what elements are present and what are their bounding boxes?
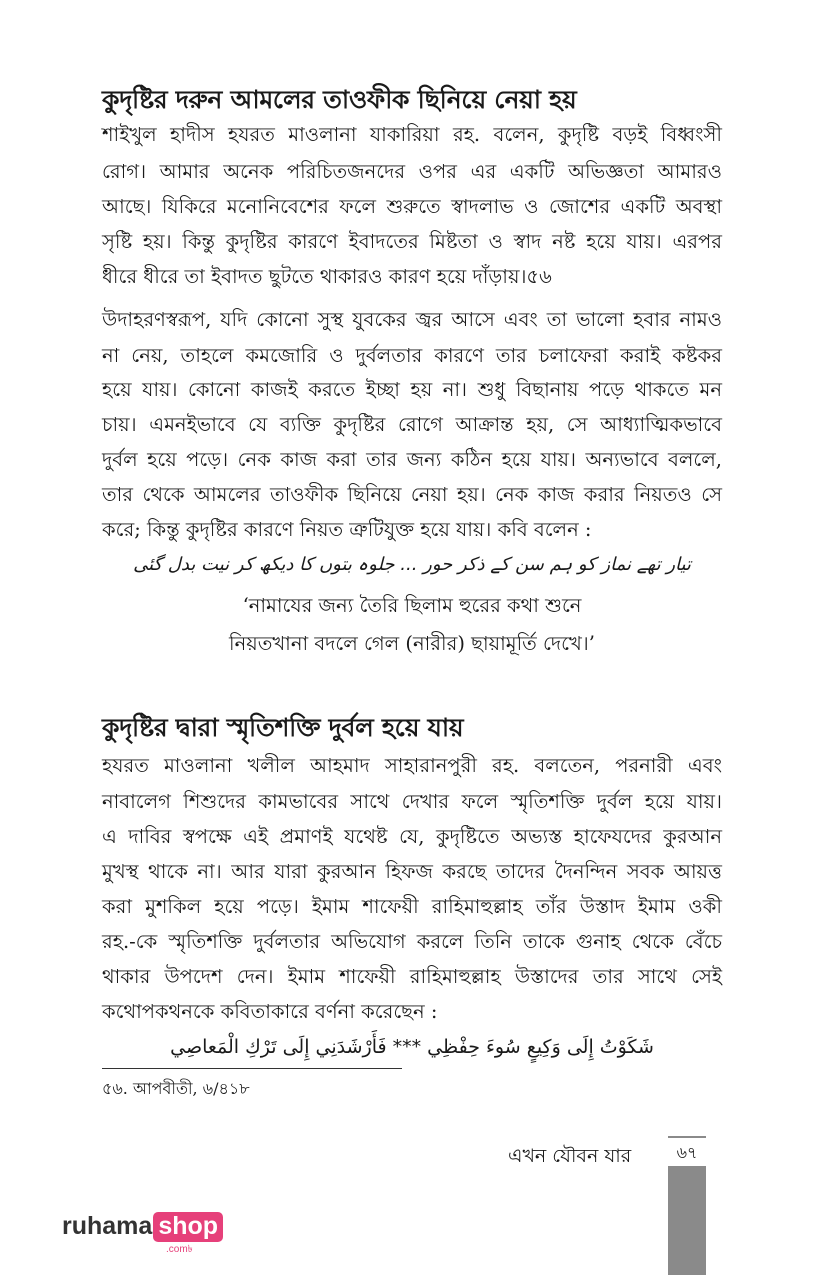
logo-text: ruhama (62, 1212, 153, 1240)
verse-translation-line: ‘নামাযের জন্য তৈরি ছিলাম হুরের কথা শুনে (242, 594, 582, 617)
paragraph-line: আছে। যিকিরে মনোনিবেশের ফলে শুরুতে স্বাদলাভ ও জোশের একটি অবস্থা (102, 195, 722, 218)
footnote: ৫৬. আপবীতী, ৬/৪১৮ (102, 1079, 250, 1098)
paragraph-line: থাকার উপদেশ দেন। ইমাম শাফেয়ী রাহিমাহুল্লাহ উস্তাদের তার সাথে সেই (102, 965, 722, 988)
paragraph-line: চায়। এমনইভাবে যে ব্যক্তি কুদৃষ্টির রোগে আক্রান্ত হয়, সে আধ্যাত্মিকভাবে (102, 413, 722, 436)
paragraph-line: রহ.-কে স্মৃতিশক্তি দুর্বলতার অভিযোগ করলে তিনি তাকে গুনাহ থেকে বেঁচে (102, 930, 722, 953)
paragraph-line: সৃষ্টি হয়। কিন্তু কুদৃষ্টির কারণে ইবাদতের মিষ্টতা ও স্বাদ নষ্ট হয়ে যায়। এরপর (102, 230, 722, 253)
page-number: ৬৭ (668, 1136, 706, 1166)
paragraph-line: ধীরে ধীরে তা ইবাদত ছুটতে থাকারও কারণ হয়ে দাঁড়ায়।৫৬ (102, 265, 552, 288)
verse-translation-line: নিয়তখানা বদলে গেল (নারীর) ছায়ামূর্তি দেখে।’ (229, 632, 595, 655)
logo-badge: shop (153, 1212, 223, 1242)
paragraph-line: শাইখুল হাদীস হযরত মাওলানা যাকারিয়া রহ. বলেন, কুদৃষ্টি বড়ই বিধ্বংসী (102, 123, 722, 146)
paragraph-line: তার থেকে আমলের তাওফীক ছিনিয়ে নেয়া হয়। নেক কাজ করার নিয়তও সে (102, 483, 722, 506)
paragraph-line: মুখস্থ থাকে না। আর যারা কুরআন হিফজ করছে তাদের দৈনন্দিন সবক আয়ত্ত (102, 860, 722, 883)
section-heading: কুদৃষ্টির দরুন আমলের তাওফীক ছিনিয়ে নেয়া হয় (102, 85, 577, 114)
paragraph-line: নাবালেগ শিশুদের কামভাবের সাথে দেখার ফলে স্মৃতিশক্তি দুর্বল হয়ে যায়। (102, 790, 722, 813)
paragraph-line: হয়ে যায়। কোনো কাজই করতে ইচ্ছা হয় না। শুধু বিছানায় পড়ে থাকতে মন (102, 378, 722, 401)
paragraph-line: উদাহরণস্বরূপ, যদি কোনো সুস্থ যুবকের জ্বর আসে এবং তা ভালো হবার নামও (102, 308, 722, 331)
paragraph-line: এ দাবির স্বপক্ষে এই প্রমাণই যথেষ্ট যে, কুদৃষ্টিতে অভ্যস্ত হাফেযদের কুরআন (102, 825, 722, 848)
paragraph-line: কথোপকথনকে কবিতাকারে বর্ণনা করেছেন : (102, 1000, 438, 1023)
arabic-verse: شَكَوْتُ إِلَى وَكِيعٍ سُوءَ حِفْظِي *** فَأَرْشَدَنِي إِلَى تَرْكِ الْمَعاصِي (170, 1036, 654, 1058)
paragraph-line: দুর্বল হয়ে পড়ে। নেক কাজ করা তার জন্য কঠিন হয়ে যায়। অন্যভাবে বললে, (102, 448, 722, 471)
paragraph-line: হযরত মাওলানা খলীল আহমাদ সাহারানপুরী রহ. বলতেন, পরনারী এবং (102, 754, 722, 777)
running-title: এখন যৌবন যার (508, 1145, 632, 1167)
footnote-divider (102, 1068, 402, 1069)
logo-domain: .com৳ (166, 1244, 193, 1255)
section-heading: কুদৃষ্টির দ্বারা স্মৃতিশক্তি দুর্বল হয়ে যায় (102, 713, 464, 742)
paragraph-line: করা মুশকিল হয়ে পড়ে। ইমাম শাফেয়ী রাহিমাহুল্লাহ তাঁর উস্তাদ ইমাম ওকী (102, 895, 722, 918)
publisher-logo (62, 1212, 223, 1255)
paragraph-line: না নেয়, তাহলে কমজোরি ও দুর্বলতার কারণে তার চলাফেরা করাই কষ্টকর (102, 344, 722, 367)
urdu-verse: تیار تھے نماز کو ہم سن کے ذکر حور ... جلوہ بتوں کا دیکھ کر نیت بدل گئی (133, 554, 691, 575)
paragraph-line: করে; কিন্তু কুদৃষ্টির কারণে নিয়ত ত্রুটিযুক্ত হয়ে যায়। কবি বলেন : (102, 518, 592, 541)
paragraph-line: রোগ। আমার অনেক পরিচিতজনদের ওপর এর একটি অভিজ্ঞতা আমারও (102, 160, 722, 183)
